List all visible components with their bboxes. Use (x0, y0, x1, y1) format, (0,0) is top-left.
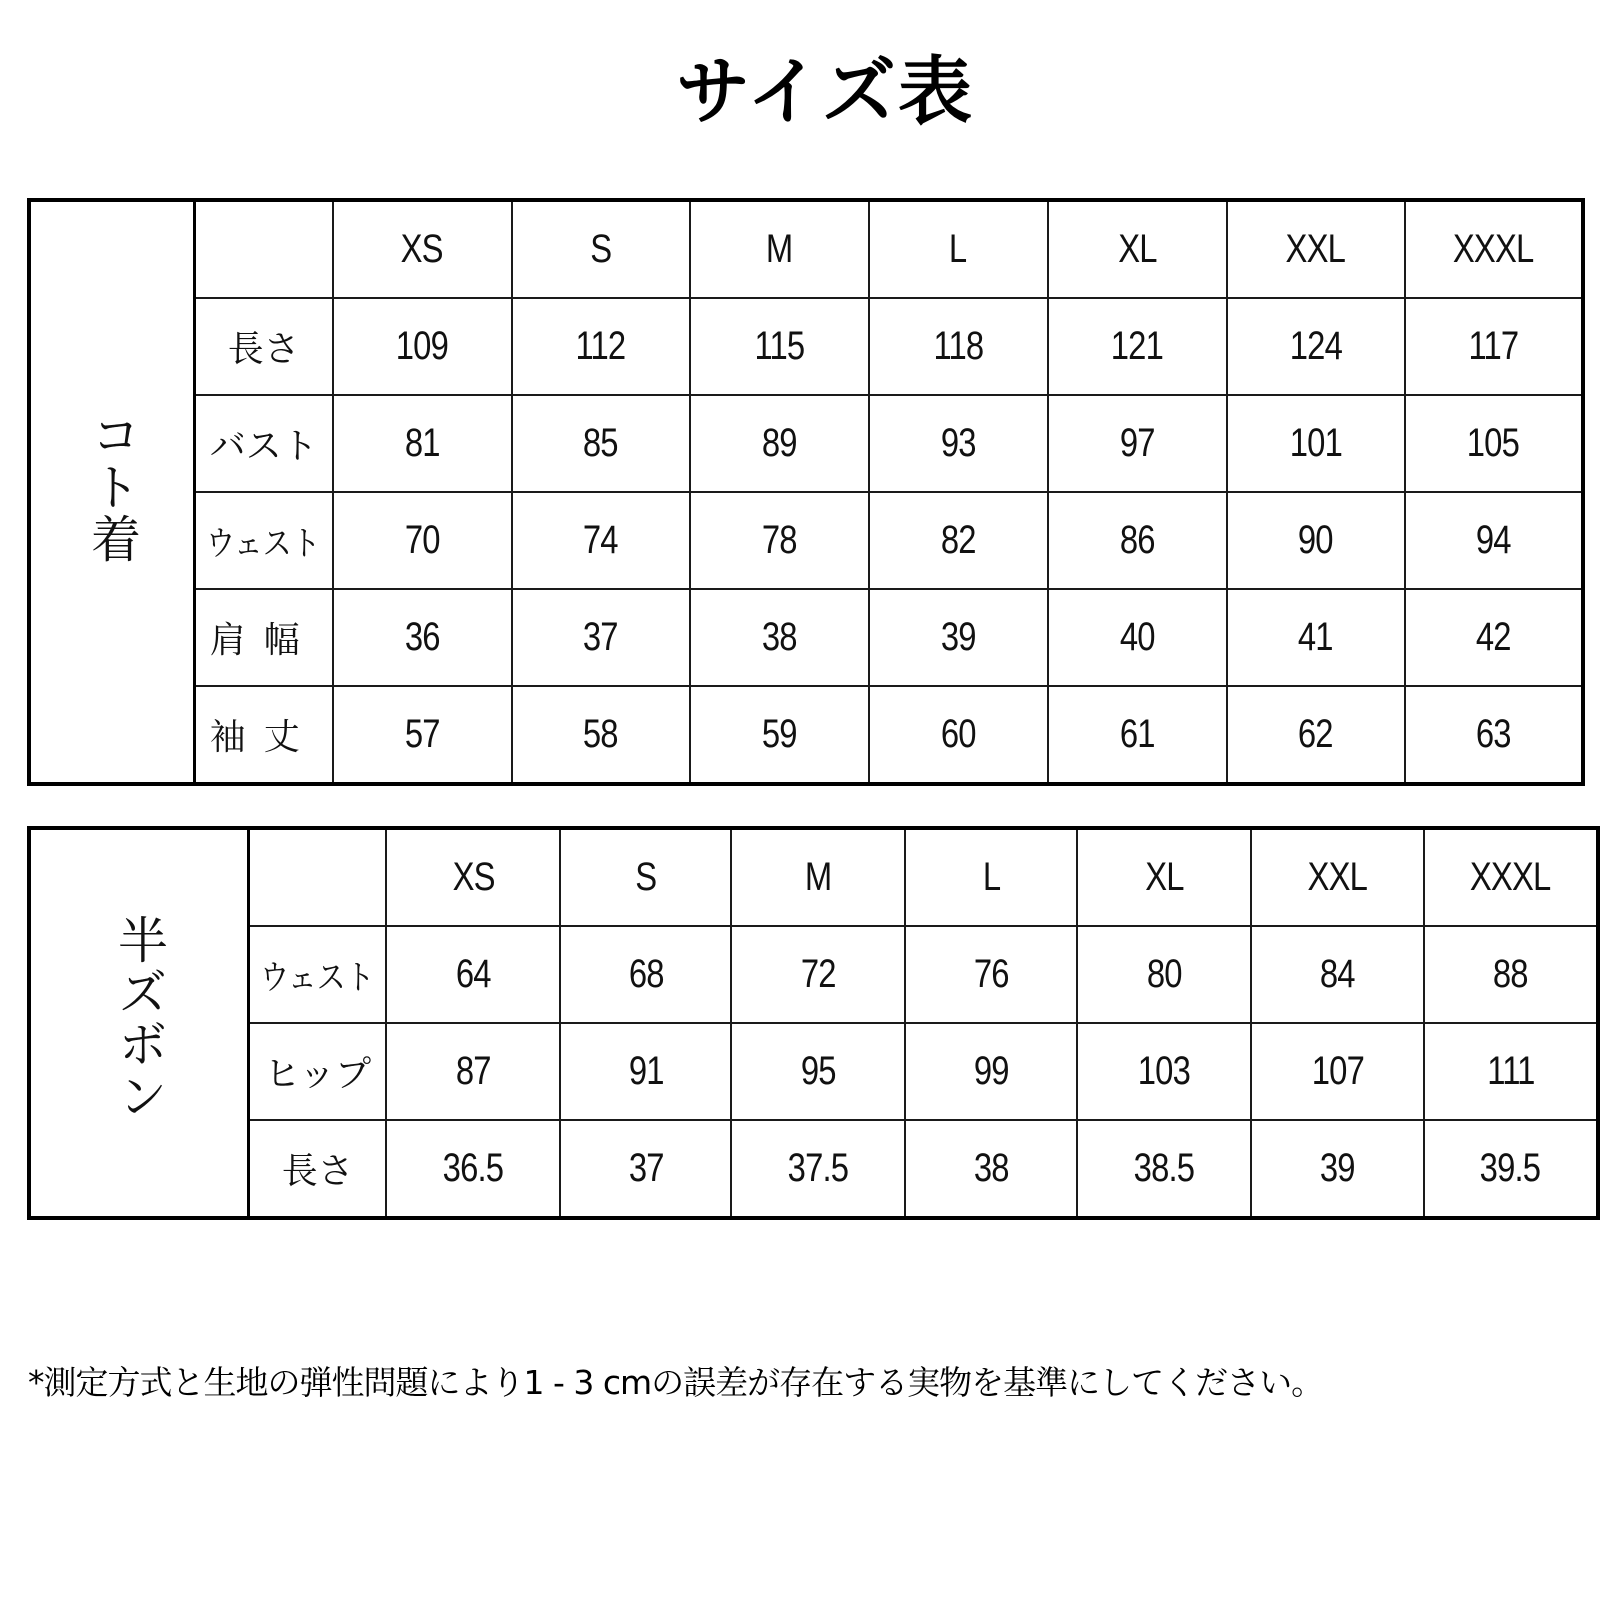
row-label-waist: ウェスト (249, 926, 387, 1023)
header-corner-cell (249, 828, 387, 926)
value-cell: 112 (512, 298, 690, 395)
value-cell: 109 (333, 298, 512, 395)
shorts-size-table (27, 826, 1600, 1220)
value-cell: 38 (905, 1120, 1077, 1218)
row-label-shoulder-width: 肩幅 (195, 589, 333, 686)
value-cell: 93 (869, 395, 1048, 492)
value-cell: 41 (1227, 589, 1405, 686)
size-header: XXXL (1405, 200, 1583, 298)
value-cell: 39.5 (1424, 1120, 1598, 1218)
value-cell: 105 (1405, 395, 1583, 492)
value-cell: 37.5 (731, 1120, 905, 1218)
value-cell: 89 (690, 395, 869, 492)
table-header-row (29, 828, 1598, 926)
value-cell: 62 (1227, 686, 1405, 784)
value-cell: 64 (386, 926, 560, 1023)
value-cell: 91 (560, 1023, 731, 1120)
value-cell: 58 (512, 686, 690, 784)
value-cell: 94 (1405, 492, 1583, 589)
table-row (29, 1120, 1598, 1218)
value-cell: 87 (386, 1023, 560, 1120)
value-cell: 76 (905, 926, 1077, 1023)
size-header: S (560, 828, 731, 926)
value-cell: 121 (1048, 298, 1227, 395)
size-header: S (512, 200, 690, 298)
value-cell: 36 (333, 589, 512, 686)
value-cell: 40 (1048, 589, 1227, 686)
header-corner-cell (195, 200, 333, 298)
value-cell: 74 (512, 492, 690, 589)
size-header: L (869, 200, 1048, 298)
table-row (29, 395, 1583, 492)
row-label-hip: ヒップ (249, 1023, 387, 1120)
size-header: M (731, 828, 905, 926)
value-cell: 115 (690, 298, 869, 395)
value-cell: 61 (1048, 686, 1227, 784)
value-cell: 68 (560, 926, 731, 1023)
value-cell: 88 (1424, 926, 1598, 1023)
value-cell: 118 (869, 298, 1048, 395)
size-header: L (905, 828, 1077, 926)
size-header: XS (333, 200, 512, 298)
value-cell: 39 (1251, 1120, 1424, 1218)
measurement-note: *測定方式と生地の弾性問題により1 - 3 cmの誤差が存在する実物を基準にしてください。 (28, 1363, 1324, 1402)
table-row (29, 686, 1583, 784)
size-header: XXL (1251, 828, 1424, 926)
value-cell: 101 (1227, 395, 1405, 492)
value-cell: 124 (1227, 298, 1405, 395)
value-cell: 78 (690, 492, 869, 589)
value-cell: 95 (731, 1023, 905, 1120)
row-label-length: 長さ (195, 298, 333, 395)
value-cell: 38.5 (1077, 1120, 1251, 1218)
value-cell: 107 (1251, 1023, 1424, 1120)
value-cell: 42 (1405, 589, 1583, 686)
value-cell: 97 (1048, 395, 1227, 492)
size-header: XXL (1227, 200, 1405, 298)
row-label-bust: バスト (195, 395, 333, 492)
table-row (29, 926, 1598, 1023)
value-cell: 81 (333, 395, 512, 492)
table-row (29, 298, 1583, 395)
value-cell: 72 (731, 926, 905, 1023)
value-cell: 39 (869, 589, 1048, 686)
value-cell: 80 (1077, 926, 1251, 1023)
value-cell: 103 (1077, 1023, 1251, 1120)
value-cell: 99 (905, 1023, 1077, 1120)
table-row (29, 1023, 1598, 1120)
size-header: M (690, 200, 869, 298)
value-cell: 38 (690, 589, 869, 686)
value-cell: 36.5 (386, 1120, 560, 1218)
size-header: XS (386, 828, 560, 926)
value-cell: 84 (1251, 926, 1424, 1023)
value-cell: 111 (1424, 1023, 1598, 1120)
value-cell: 117 (1405, 298, 1583, 395)
table-row (29, 492, 1583, 589)
value-cell: 90 (1227, 492, 1405, 589)
value-cell: 59 (690, 686, 869, 784)
row-label-sleeve-length: 袖丈 (195, 686, 333, 784)
table-header-row (29, 200, 1583, 298)
value-cell: 85 (512, 395, 690, 492)
group-label-shorts: 半ズボン (29, 828, 249, 1218)
coat-size-table (27, 198, 1585, 786)
row-label-length: 長さ (249, 1120, 387, 1218)
value-cell: 63 (1405, 686, 1583, 784)
value-cell: 37 (560, 1120, 731, 1218)
group-label-coat: コト着 (29, 200, 195, 784)
row-label-waist: ウェスト (195, 492, 333, 589)
value-cell: 37 (512, 589, 690, 686)
size-header: XL (1048, 200, 1227, 298)
value-cell: 82 (869, 492, 1048, 589)
size-header: XL (1077, 828, 1251, 926)
value-cell: 60 (869, 686, 1048, 784)
table-row (29, 589, 1583, 686)
value-cell: 86 (1048, 492, 1227, 589)
value-cell: 70 (333, 492, 512, 589)
value-cell: 57 (333, 686, 512, 784)
size-header: XXXL (1424, 828, 1598, 926)
page-title: サイズ表 (675, 49, 975, 135)
